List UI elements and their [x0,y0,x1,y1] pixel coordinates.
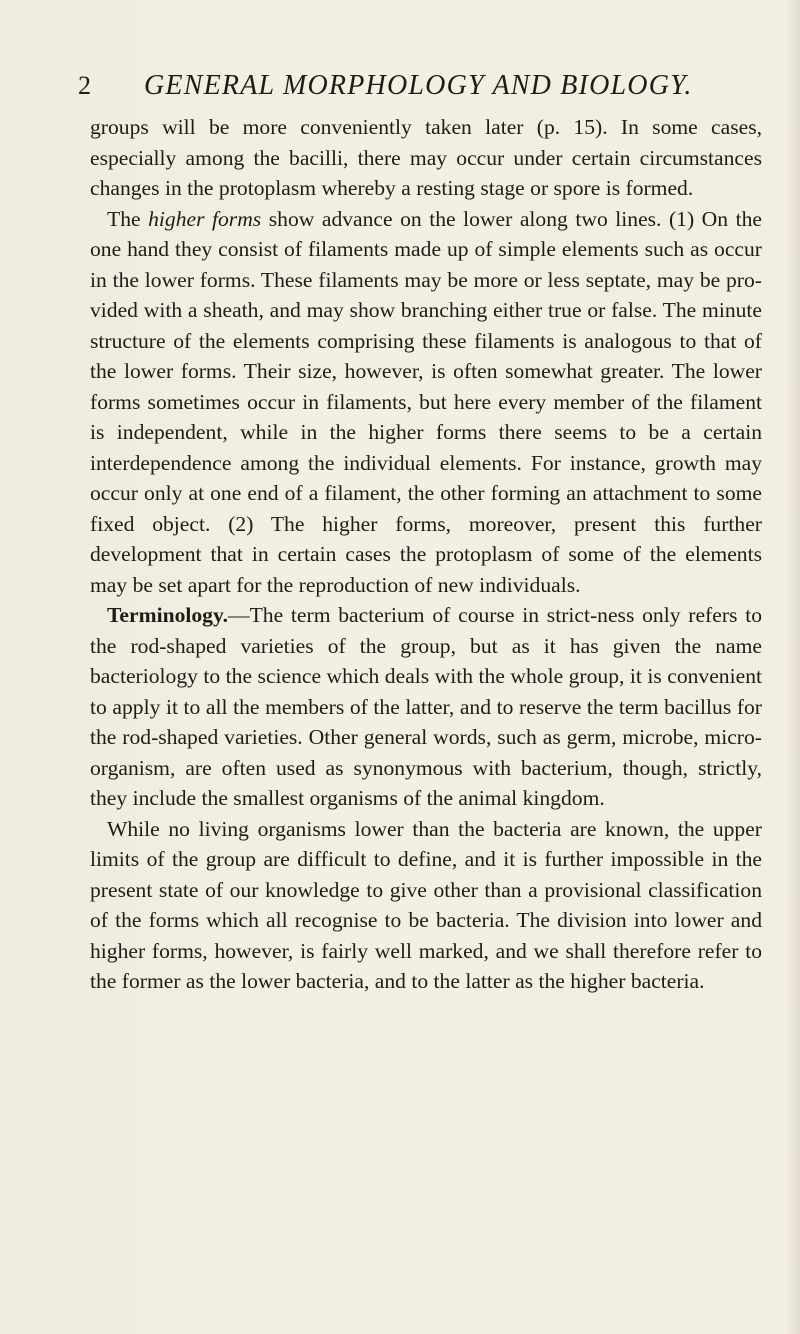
page-number: 2 [78,71,91,100]
italic-term-higher-forms: higher forms [148,206,262,231]
paragraph-continuation: groups will be more conveniently taken later (p. 15). In some cases, especially among the bacilli, there may occur under certain circumstances changes in the protoplasm whereby a resting stage or spore is formed. [90,115,762,200]
paragraph-body-text: show advance on the lower along two lines. (1) On the one hand they consist of filaments made up of simple elements such as occur in the lower forms. These filaments may be more or less septate, may be pro-vided with a sheath, and may show branching either true or false. The minute structure of the elements comprising these filaments is analogous to that of the lower forms. Their size, however, is often somewhat greater. The lower forms sometimes occur in filaments, but here every member of the filament is independent, while in the higher forms there seems to be a certain interdependence among the individual elements. For instance, growth may occur only at one end of a filament, the other forming an attachment to some fixed object. (2) The higher forms, moreover, present this further development that in certain cases the protoplasm of some of the elements may be set apart for the reproduction of new individuals. [90,206,762,597]
paragraph-body-text: —The term bacterium of course in strict-ness only refers to the rod-shaped varieties of the group, but as it has given the name bacteriology to the science which deals with the whole group, it is convenient to apply it to all the members of the latter, and to reserve the term bacillus for the rod-shaped varieties. Other general words, such as germ, microbe, micro-organism, are often used as synonymous with bacterium, though, strictly, they include the smallest organisms of the animal kingdom. [90,603,762,810]
page-header [78,66,758,106]
paragraph-classification: While no living organisms lower than the bacteria are known, the upper limits of the group are difficult to define, and it is further impossible in the present state of our knowledge to give other than a provisional classification of the forms which all recognise to be bacteria. The division into lower and higher forms, however, is fairly well marked, and we shall therefore refer to the former as the lower bacteria, and to the latter as the higher bacteria. [90,816,762,993]
paragraph-terminology [90,600,762,814]
body-text [90,112,762,997]
paragraph-lead-text: The [107,206,149,231]
section-heading-terminology: Terminology. [107,603,228,627]
paragraph-higher-forms [90,204,762,601]
page-edge-shadow [786,0,800,1334]
running-title: GENERAL MORPHOLOGY AND BIOLOGY. [144,70,693,101]
